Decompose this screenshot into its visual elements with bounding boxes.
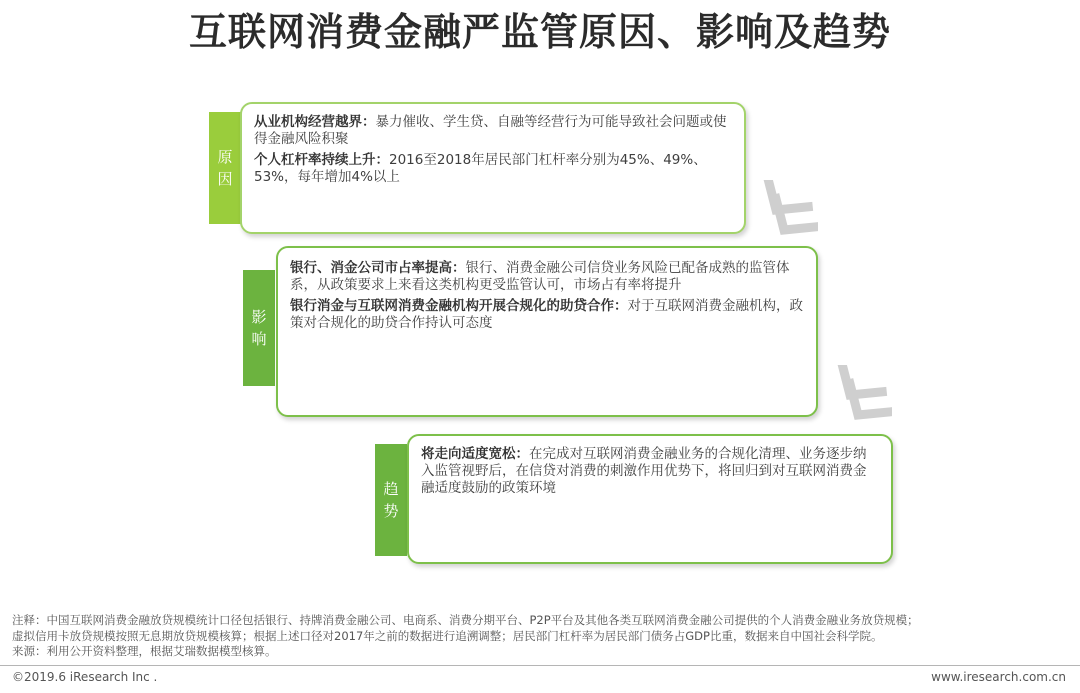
reason-box	[240, 102, 746, 234]
footnote	[12, 613, 1072, 660]
impact-item	[290, 298, 804, 332]
impact-item-text: 对于互联网消费金融机构，政策对合规化的助贷合作持认可态度	[290, 298, 803, 331]
trend-tag-char-2: 势	[383, 502, 399, 520]
reason-item	[254, 152, 732, 186]
chevron-down-arrow-icon	[738, 180, 818, 250]
trend-item	[421, 446, 879, 497]
reason-item	[254, 114, 732, 148]
reason-tag-char-2: 因	[217, 170, 233, 188]
impact-item-head: 银行消金与互联网消费金融机构开展合规化的助贷合作：	[290, 298, 628, 314]
trend-box	[407, 434, 893, 564]
impact-tag-char-2: 响	[251, 330, 267, 348]
impact-tag-char-1: 影	[251, 308, 267, 326]
impact-item-head: 银行、消金公司市占率提高：	[290, 260, 466, 276]
reason-item-text: 暴力催收、学生贷、自融等经营行为可能导致社会问题或使得金融风险积聚	[254, 114, 727, 147]
footer-divider	[0, 665, 1080, 666]
reason-tag	[209, 112, 241, 224]
impact-box	[276, 246, 818, 417]
trend-item-text: 在完成对互联网消费金融业务的合规化清理、业务逐步纳入监管视野后，在信贷对消费的刺激作用优势下，将回归到对互联网消费金融适度鼓励的政策环境	[421, 446, 867, 496]
impact-item-text: 银行、消费金融公司信贷业务风险已配备成熟的监管体系，从政策要求上来看这类机构更受监管认可，市场占有率将提升	[290, 260, 790, 293]
footnote-line: 来源：利用公开资料整理，根据艾瑞数据模型核算。	[12, 644, 277, 658]
impact-item	[290, 260, 804, 294]
trend-tag-char-1: 趋	[383, 480, 399, 498]
reason-item-head: 个人杠杆率持续上升：	[254, 152, 389, 168]
reason-tag-char-1: 原	[217, 148, 233, 166]
footnote-line: 注释：中国互联网消费金融放贷规模统计口径包括银行、持牌消费金融公司、电商系、消费分期平台、P2P平台及其他各类互联网消费金融公司提供的个人消费金融业务放贷规模；	[12, 613, 919, 627]
website-link[interactable]: www.iresearch.com.cn	[931, 670, 1066, 684]
copyright: ©2019.6 iResearch Inc .	[12, 670, 158, 684]
footnote-line: 虚拟信用卡放贷规模按照无息期放贷规模核算；根据上述口径对2017年之前的数据进行追溯调整；居民部门杠杆率为居民部门债务占GDP比重，数据来自中国社会科学院。	[12, 628, 883, 643]
trend-item-head: 将走向适度宽松：	[421, 446, 529, 462]
reason-item-head: 从业机构经营越界：	[254, 114, 376, 130]
reason-item-text: 2016至2018年居民部门杠杆率分别为45%、49%、53%，每年增加4%以上	[254, 152, 707, 185]
page-title: 互联网消费金融严监管原因、影响及趋势	[188, 10, 891, 54]
impact-tag	[243, 270, 275, 386]
chevron-down-arrow-icon	[812, 365, 892, 435]
trend-tag	[375, 444, 407, 556]
